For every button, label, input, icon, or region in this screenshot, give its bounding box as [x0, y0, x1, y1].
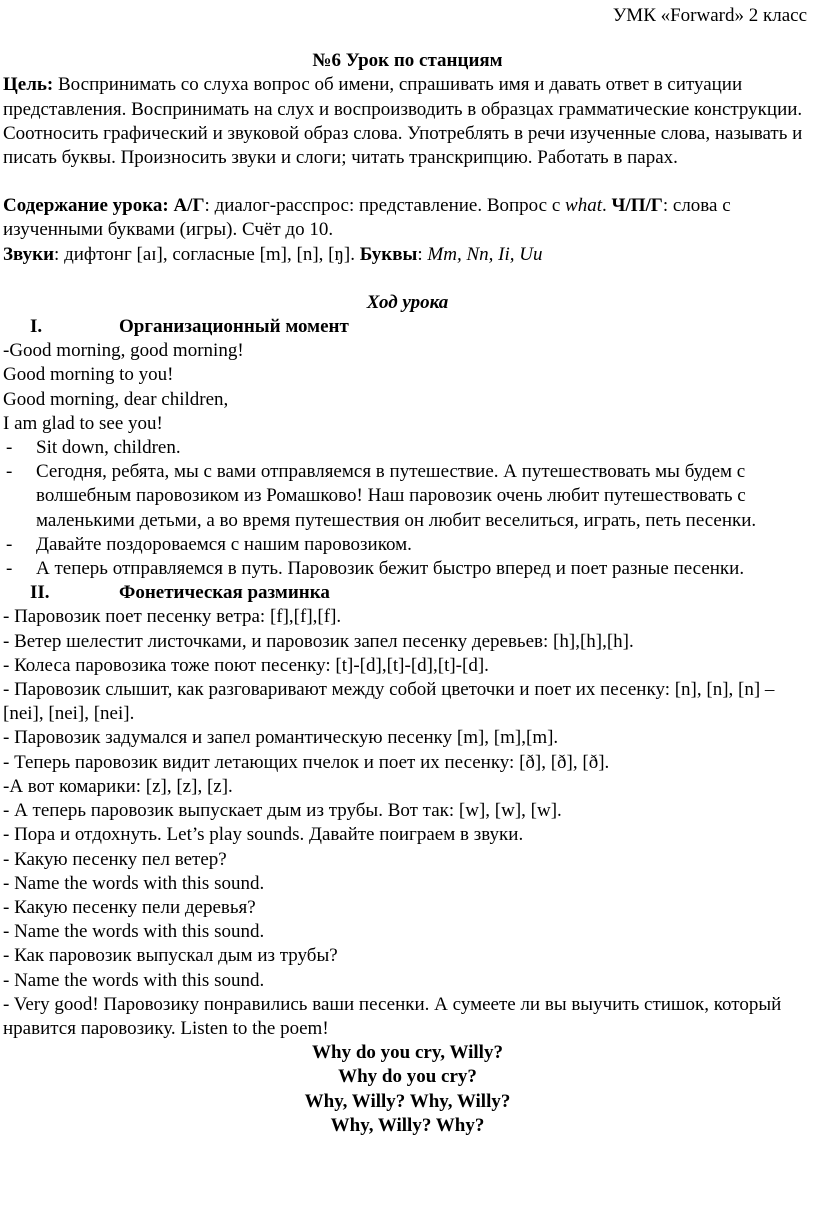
- phonetic-line: - Какую песенку пел ветер?: [3, 848, 227, 870]
- content-paragraph: Содержание урока: А/Г: диалог-расспрос: представление. Вопрос с what. Ч/П/Г: слова с изученными буквами (игры). Счёт до 10.: [3, 195, 731, 241]
- poem-line: Why, Willy? Why, Willy?: [304, 1090, 511, 1112]
- sounds-label: Звуки: [3, 243, 55, 265]
- phonetic-line: - Паровозик поет песенку ветра: [f],[f],[f].: [3, 606, 342, 628]
- greeting-line: -Good morning, good morning!: [3, 340, 244, 362]
- what-word: what: [565, 195, 602, 217]
- greeting-line: Good morning, dear children,: [3, 388, 229, 410]
- dash-item: - Sit down, children.: [6, 437, 181, 459]
- dash-item: - Давайте поздороваемся с нашим паровозиком.: [6, 533, 412, 555]
- phonetic-line: - Какую песенку пели деревья?: [3, 896, 256, 918]
- phonetic-line: - Паровозик слышит, как разговаривают между собой цветочки и поет их песенку: [n], [n], [n] – [nei], [nei], [nei].: [3, 679, 775, 725]
- phonetic-line: - Паровозик задумался и запел романтическую песенку [m], [m],[m].: [3, 727, 559, 749]
- phonetic-line: - Name the words with this sound.: [3, 921, 265, 943]
- phonetic-line: - Пора и отдохнуть. Let’s play sounds. Давайте поиграем в звуки.: [3, 824, 524, 846]
- sounds-paragraph: Звуки: дифтонг [aɪ], согласные [m], [n], [ŋ]. Буквы: Mm, Nn, Ii, Uu: [3, 243, 543, 265]
- phonetic-line: - Name the words with this sound.: [3, 872, 265, 894]
- ag-label: А/Г: [173, 195, 205, 217]
- phonetic-line: - Very good! Паровозику понравились ваши песенки. А сумеете ли вы выучить стишок, который нравится паровозику. Listen to the poem!: [3, 993, 782, 1039]
- course-title: Ход урока: [366, 291, 449, 313]
- dash-item: - Сегодня, ребята, мы с вами отправляемся в путешествие. А путешествовать мы будем с волшебным паровозиком из Ромашково! Наш паровозик очень любит путешествовать с маленькими детьми, а во время путешествия он любит веселиться, играть, петь песенки.: [6, 461, 757, 531]
- goal-text: Воспринимать со слуха вопрос об имени, спрашивать имя и давать ответ в ситуации представления. Воспринимать на слух и воспроизводить в образцах грамматические конструкции. Соотносить графический и звуковой образ слова. Употреблять в речи изученные слова, называть и писать буквы. Произносить звуки и слоги; читать транскрипцию. Работать в парах.: [3, 74, 803, 169]
- phonetic-line: - Как паровозик выпускал дым из трубы?: [3, 945, 338, 967]
- section-1-title: Организационный момент: [119, 316, 349, 338]
- poem: [3, 1041, 812, 1138]
- phonetic-line: - Name the words with this sound.: [3, 969, 265, 991]
- section-2-number: II.: [30, 582, 50, 604]
- dash-item: - А теперь отправляемся в путь. Паровозик бежит быстро вперед и поет разные песенки.: [6, 558, 745, 580]
- chpg-label: Ч/П/Г: [611, 195, 663, 217]
- goal-paragraph: [3, 73, 812, 170]
- poem-line: Why do you cry, Willy?: [312, 1042, 503, 1064]
- poem-line: Why, Willy? Why?: [330, 1114, 485, 1136]
- phonetic-line: -А вот комарики: [z], [z], [z].: [3, 775, 233, 797]
- goal-label: Цель:: [3, 74, 54, 96]
- content-label: Содержание урока:: [3, 195, 169, 217]
- phonetic-line: - Ветер шелестит листочками, и паровозик запел песенку деревьев: [h],[h],[h].: [3, 630, 634, 652]
- section-2-title: Фонетическая разминка: [119, 582, 330, 604]
- section-1-number: I.: [30, 316, 43, 338]
- course-header: УМК «Forward» 2 класс: [612, 5, 807, 26]
- phonetic-line: - Колеса паровозика тоже поют песенку: [t]-[d],[t]-[d],[t]-[d].: [3, 654, 489, 676]
- poem-line: Why do you cry?: [338, 1066, 477, 1088]
- letters-label: Буквы: [359, 243, 418, 265]
- phonetic-line: - Теперь паровозик видит летающих пчелок и поет их песенку: [ð], [ð], [ð].: [3, 751, 610, 773]
- section-1-heading: [3, 315, 812, 339]
- letters-list: Mm, Nn, Ii, Uu: [427, 243, 543, 265]
- greeting-line: I am glad to see you!: [3, 412, 163, 434]
- section-2-heading: [3, 581, 812, 605]
- lesson-title: №6 Урок по станциям: [312, 50, 503, 72]
- greeting-line: Good morning to you!: [3, 364, 174, 386]
- phonetic-line: - А теперь паровозик выпускает дым из трубы. Вот так: [w], [w], [w].: [3, 800, 562, 822]
